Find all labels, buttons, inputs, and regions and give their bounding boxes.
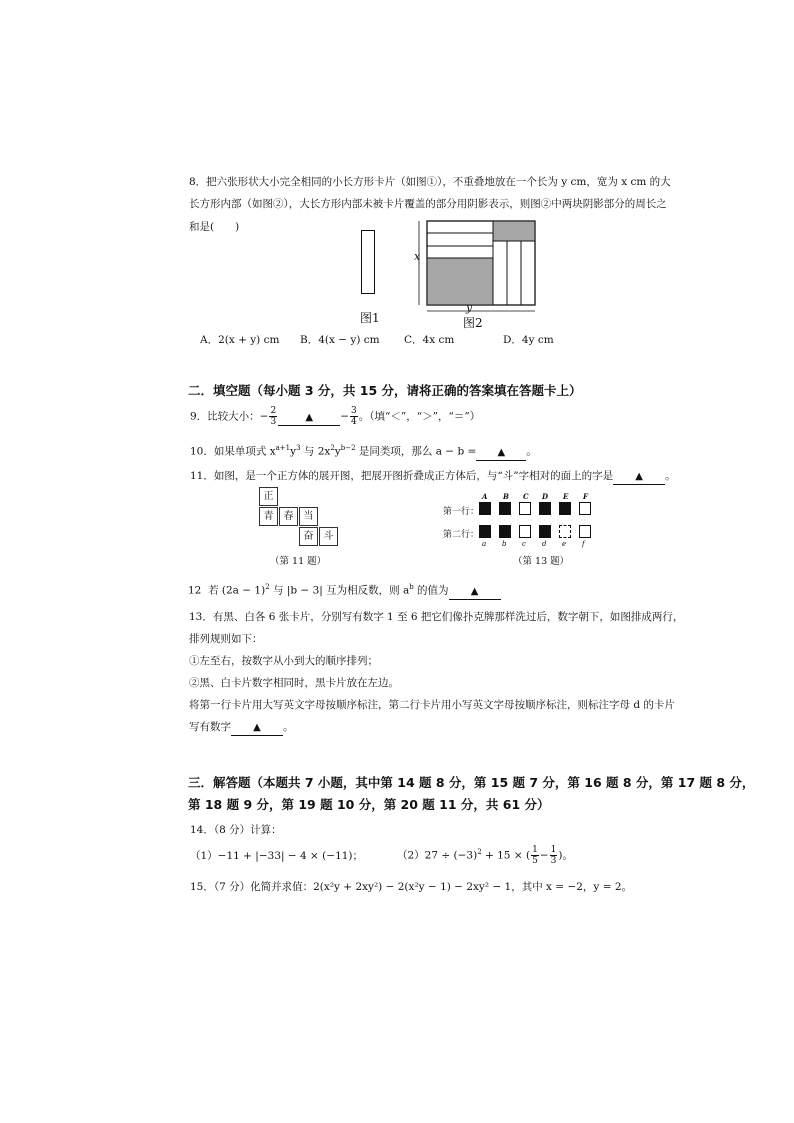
q9-answer-blank: ▲ (278, 410, 340, 426)
q10-answer-blank: ▲ (476, 445, 526, 461)
q14-heading: 14．（8 分）计算： (190, 824, 282, 836)
q11-answer-blank: ▲ (613, 469, 665, 485)
q13-line4: ②黑、白卡片数字相同时，黑卡片放在左边。 (189, 677, 399, 689)
card-label-F: F (583, 492, 588, 501)
card-E-black (559, 502, 571, 515)
section2-title: 二．填空题（每小题 3 分，共 15 分，请将正确的答案填在答题卡上） (188, 383, 582, 398)
q9: 9．比较大小：− $\frac{2}{3}$ ▲ − $\frac{3}{4}$ 。（填“＜”，“＞”，“＝”） (190, 406, 481, 427)
q9-fraction-2: $\frac{3}{4}$ (351, 406, 357, 427)
q14-fraction-1: $\frac{1}{5}$ (532, 845, 538, 866)
fig2-diagram (410, 215, 545, 320)
card-e-white (559, 525, 571, 538)
fig2-x-label: x (414, 250, 421, 263)
q13-answer-blank: ▲ (231, 720, 283, 736)
net-cell-zheng: 正 (259, 487, 278, 506)
card-label-e: e (562, 540, 567, 548)
q14-part1: （1）−11 + |−33| − 4 × (−11)； (190, 850, 364, 862)
card-label-B: B (503, 492, 509, 501)
card-label-c: c (522, 540, 526, 548)
section3-title-line2: 第 18 题 9 分，第 19 题 10 分，第 20 题 11 分，共 61 分） (188, 797, 550, 812)
card-label-E: E (563, 492, 569, 501)
net-cell-dou: 斗 (319, 527, 338, 546)
q8-option-c: C．4x cm (404, 334, 455, 346)
section3-title-line1: 三．解答题（本题共 7 小题，其中第 14 题 8 分，第 15 题 7 分，第 16 题 8 分，第 17 题 8 分， (188, 775, 755, 790)
q14-part2: $(2)27 \div (-3)^2 + 15$ × ( $\frac{1}{5}$ − $\frac{1}{3}$ )。 (397, 845, 573, 866)
q8-line1: 8．把六张形状大小完全相同的小长方形卡片（如图①），不重叠地放在一个长为 y cm，宽为 x cm 的大 (189, 176, 671, 188)
card-label-D: D (542, 492, 549, 501)
card-A-black (479, 502, 491, 515)
row1-label: 第一行： (443, 507, 480, 517)
q8-line3: 和是( ) (189, 221, 240, 233)
q9-fraction-1: $\frac{2}{3}$ (270, 406, 277, 427)
card-F-white (579, 502, 591, 515)
net-cell-fen: 奋 (299, 527, 318, 546)
q13-line6: 写有数字 ▲ 。 (189, 720, 294, 736)
q11: 11．如图，是一个正方体的展开图，把展开图折叠成正方体后，与“斗”字相对的面上的字是 ▲ 。 (190, 469, 676, 485)
q11-caption: （第 11 题） (270, 556, 327, 567)
fig2-label: 图2 (463, 316, 483, 330)
card-B-black (499, 502, 511, 515)
net-cell-chun: 春 (279, 507, 298, 526)
q12: 12 若 $(2a - 1)^2$ 与 |b − 3| 互为相反数，则 $a^b$ 的值为 ▲ (188, 580, 501, 600)
card-label-b: b (502, 540, 507, 548)
card-D-black (539, 502, 551, 515)
q13-line1: 13．有黑、白各 6 张卡片，分别写有数字 1 至 6 把它们像扑克牌那样洗过后，数字朝下，如图排成两行， (189, 611, 684, 623)
card-C-white (519, 502, 531, 515)
q13-line5: 将第一行卡片用大写英文字母按顺序标注，第二行卡片用小写英文字母按顺序标注，则标注字母 d 的卡片 (189, 699, 675, 711)
fig2-y-label: y (466, 301, 473, 314)
q8-option-a: A．2(x + y) cm (200, 334, 280, 346)
card-label-A: A (482, 492, 488, 501)
card-f-white (579, 525, 591, 538)
card-d-black (539, 525, 551, 538)
q8-option-b: B．4(x − y) cm (300, 334, 380, 346)
q14-fraction-2: $\frac{1}{3}$ (550, 845, 557, 866)
q9-suffix: 。（填“＜”，“＞”，“＝”） (358, 410, 481, 423)
q15-text: 15．（7 分）化简并求值：2(x²y + 2xy²) − 2(x²y − 1) − 2xy² − 1，其中 x = −2，y = 2。 (190, 881, 633, 893)
net-cell-dang: 当 (299, 507, 318, 526)
card-label-d: d (542, 540, 547, 548)
card-label-f: f (582, 540, 585, 548)
card-a-black (479, 525, 491, 538)
q10: 10．如果单项式 $x^{a+1}y^3$ 与 $2x^2y^{b-2}$ 是同类项，那么 a − b = ▲ 。 (190, 441, 537, 461)
card-label-C: C (523, 492, 529, 501)
q12-answer-blank: ▲ (449, 584, 501, 600)
fig1-label: 图1 (360, 311, 380, 325)
row2-label: 第二行： (443, 530, 480, 540)
q13-line3: ①左至右，按数字从小到大的顺序排列； (189, 655, 378, 667)
fig1-card (361, 230, 375, 294)
card-label-a: a (482, 540, 487, 548)
q9-prefix: 9．比较大小：− (190, 410, 269, 423)
card-b-black (499, 525, 511, 538)
card-c-white (519, 525, 531, 538)
q8-line2: 长方形内部（如图②），大长方形内部未被卡片覆盖的部分用阴影表示，则图②中两块阴影部分的周长之 (189, 198, 667, 210)
net-cell-qing: 青 (259, 507, 278, 526)
q13-line2: 排列规则如下： (189, 633, 263, 645)
q8-option-d: D．4y cm (503, 334, 554, 346)
q13-caption: （第 13 题） (513, 556, 570, 567)
